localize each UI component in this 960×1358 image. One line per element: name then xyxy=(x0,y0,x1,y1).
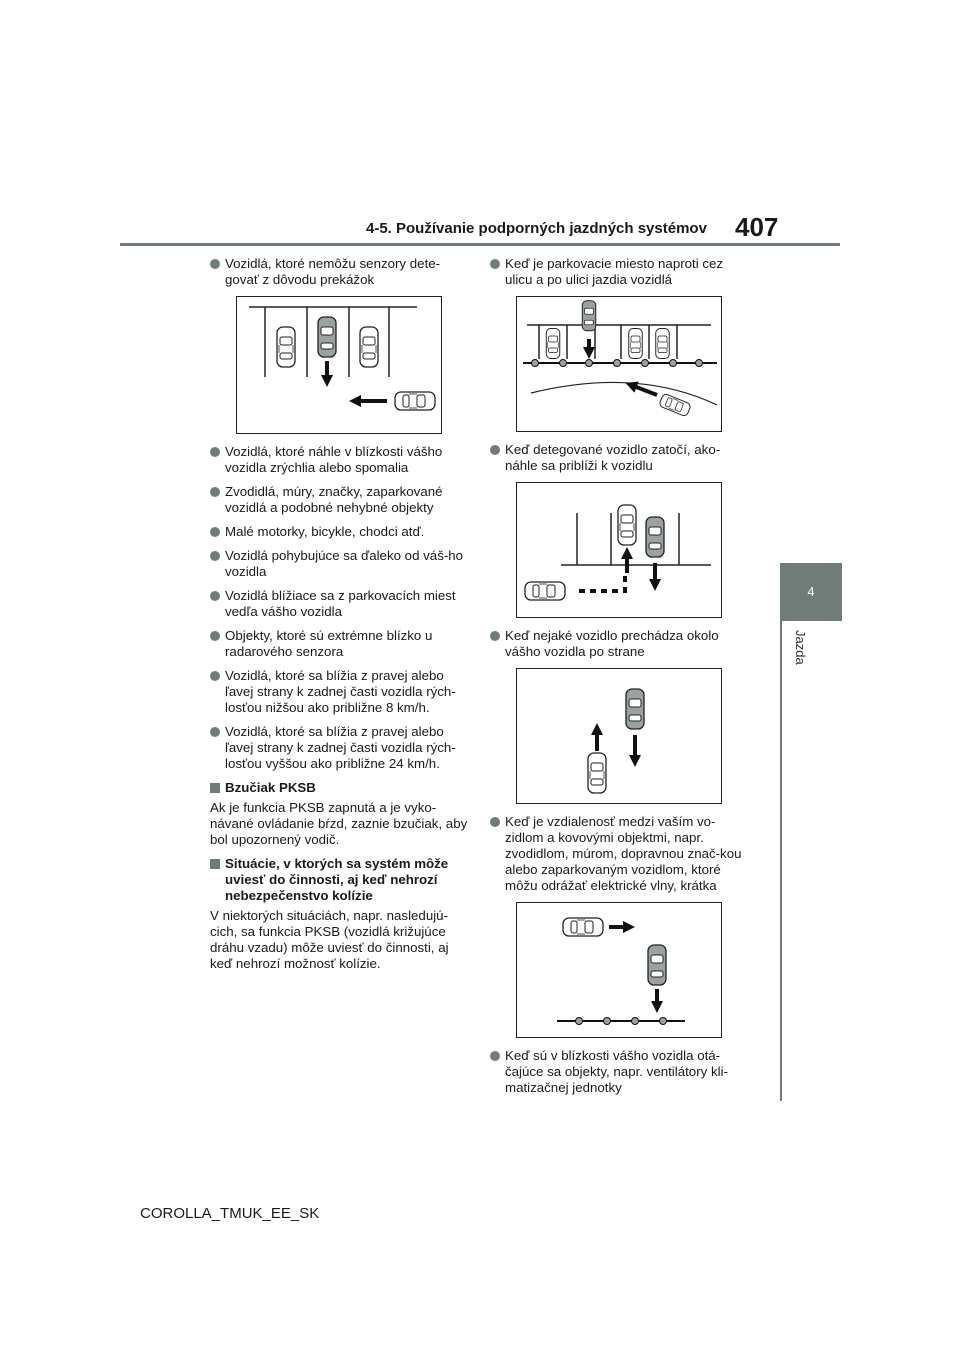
chapter-tab-label: Jazda xyxy=(793,630,808,665)
list-item xyxy=(210,588,472,620)
parking-illustration xyxy=(237,297,441,433)
bullet-icon xyxy=(210,447,220,457)
list-item xyxy=(210,524,472,540)
chapter-tab-rule xyxy=(780,621,842,1101)
square-bullet-icon xyxy=(210,783,220,793)
list-item-text: Zvodidlá, múry, značky, zaparkované vozidlá a podobné nehybné objekty xyxy=(225,484,443,515)
passing-vehicle-illustration xyxy=(517,669,721,803)
list-item-text: Keď nejaké vozidlo prechádza okolo vášho vozidla po strane xyxy=(505,628,719,659)
bullet-icon xyxy=(210,591,220,601)
paragraph-buzzer: Ak je funkcia PKSB zapnutá a je vyko-návané ovládanie bŕzd, zaznie bzučiak, aby bol upozornený vodič. xyxy=(210,800,468,847)
list-item xyxy=(490,814,752,894)
bullet-icon xyxy=(490,631,500,641)
right-column xyxy=(490,256,752,1104)
list-item-text: Objekty, ktoré sú extrémne blízko u radarového senzora xyxy=(225,628,433,659)
page-number: 407 xyxy=(735,212,779,242)
list-item xyxy=(210,724,472,772)
bullet-icon xyxy=(490,445,500,455)
figure-parking-across-street xyxy=(516,296,722,432)
bullet-icon xyxy=(490,1051,500,1061)
bullet-icon xyxy=(210,259,220,269)
section-heading-situations xyxy=(210,856,472,904)
list-item-text: Vozidlá, ktoré sa blížia z pravej alebo ľavej strany k zadnej časti vozidla rých-losťou nižšou ako približne 8 km/h. xyxy=(225,668,456,715)
bullet-icon xyxy=(210,551,220,561)
section-heading-text: Situácie, v ktorých sa systém môže uviesť do činnosti, aj keď nehrozí nebezpečenstvo kolízie xyxy=(225,856,449,903)
list-item-text: Malé motorky, bicykle, chodci atď. xyxy=(225,524,425,539)
list-item xyxy=(490,442,752,474)
list-item xyxy=(210,256,472,288)
header-rule xyxy=(120,243,840,246)
list-item xyxy=(210,548,472,580)
bullet-icon xyxy=(210,671,220,681)
turning-vehicle-illustration xyxy=(517,483,721,617)
bullet-icon xyxy=(210,487,220,497)
list-item-text: Vozidlá blížiace sa z parkovacích miest vedľa vášho vozidla xyxy=(225,588,456,619)
list-item-text: Vozidlá, ktoré nemôžu senzory dete-govať z dôvodu prekážok xyxy=(225,256,441,287)
list-item-text: Vozidlá pohybujúce sa ďaleko od váš-ho vozidla xyxy=(225,548,464,579)
figure-turning-vehicle xyxy=(516,482,722,618)
bullet-icon xyxy=(490,817,500,827)
list-item-text: Keď detegované vozidlo zatočí, ako-náhle sa priblíži k vozidlu xyxy=(505,442,721,473)
bullet-icon xyxy=(210,631,220,641)
bullet-icon xyxy=(210,527,220,537)
chapter-title: 4-5. Používanie podporných jazdných systémov xyxy=(366,220,707,237)
figure-nearby-metal-objects xyxy=(516,902,722,1038)
metal-objects-illustration xyxy=(517,903,721,1037)
bullet-icon xyxy=(490,259,500,269)
section-heading-text: Bzučiak PKSB xyxy=(225,780,316,795)
list-item xyxy=(210,444,472,476)
square-bullet-icon xyxy=(210,859,220,869)
section-heading-buzzer xyxy=(210,780,472,796)
footer-code: COROLLA_TMUK_EE_SK xyxy=(140,1205,320,1222)
paragraph-situations: V niektorých situáciách, napr. nasledujú-cich, sa funkcia PKSB (vozidlá križujúce dráhu vzadu) môže uviesť do činnosti, aj keď nehrozí možnosť kolízie. xyxy=(210,908,449,971)
list-item xyxy=(210,628,472,660)
list-item xyxy=(210,668,472,716)
list-item xyxy=(490,256,752,288)
list-item-text: Vozidlá, ktoré sa blížia z pravej alebo ľavej strany k zadnej časti vozidla rých-losťou vyššou ako približne 24 km/h. xyxy=(225,724,456,771)
bullet-icon xyxy=(210,727,220,737)
figure-passing-vehicle xyxy=(516,668,722,804)
list-item xyxy=(490,628,752,660)
list-item-text: Keď je vzdialenosť medzi vaším vo-zidlom a kovovými objektmi, napr. zvodidlom, múrom, dopravnou znač-kou alebo zaparkovaným vozidlom, ktoré môžu odrážať elektrické vlny, krátka xyxy=(505,814,742,893)
street-parking-illustration xyxy=(517,297,721,431)
list-item-text: Vozidlá, ktoré náhle v blízkosti vášho vozidla zrýchlia alebo spomalia xyxy=(225,444,443,475)
list-item xyxy=(490,1048,752,1096)
chapter-tab-number: 4 xyxy=(780,563,842,621)
list-item xyxy=(210,484,472,516)
list-item-text: Keď je parkovacie miesto naproti cez ulicu a po ulici jazdia vozidlá xyxy=(505,256,724,287)
figure-obstructed-vehicles xyxy=(236,296,442,434)
list-item-text: Keď sú v blízkosti vášho vozidla otá-čajúce sa objekty, napr. ventilátory kli-matizačnej jednotky xyxy=(505,1048,728,1095)
left-column xyxy=(210,256,472,980)
